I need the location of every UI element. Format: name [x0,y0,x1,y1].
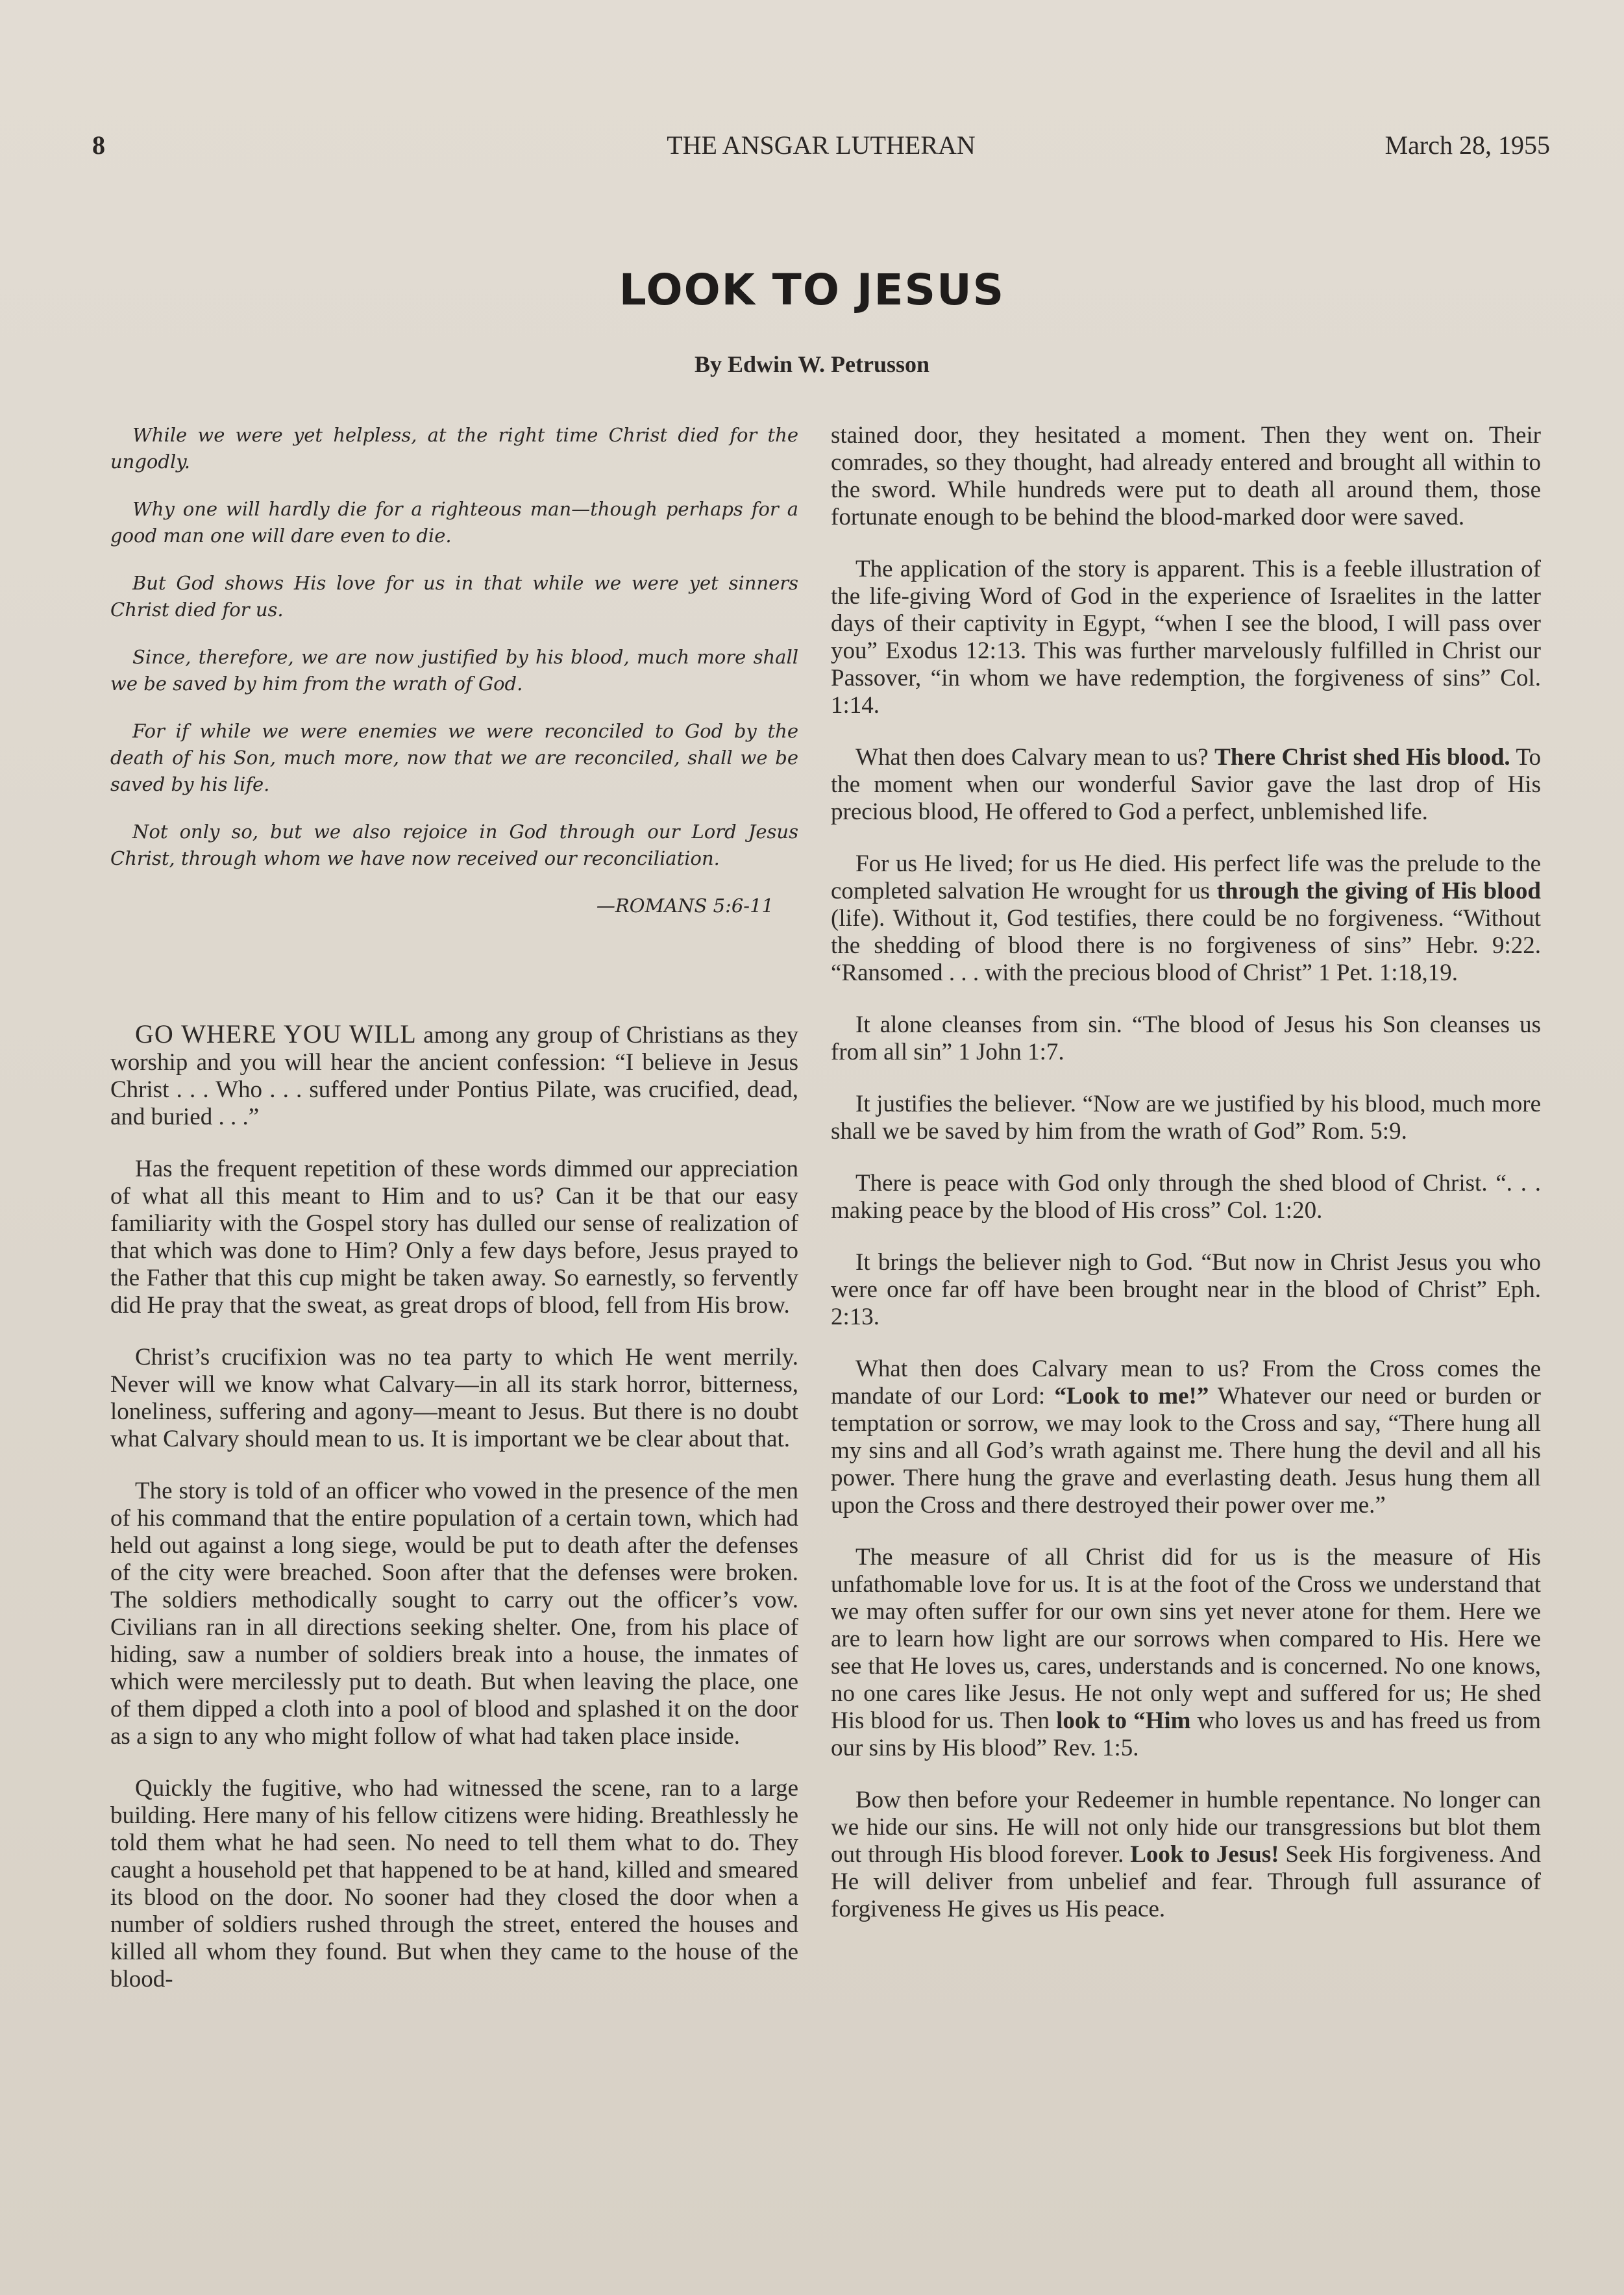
scripture-verse: For if while we were enemies we were reconciled to God by the death of his Son, much more, now that we are reconciled, shall we be saved by his life. [110,720,798,795]
page-header [92,130,1550,175]
bold-text: “Look to me!” [1054,1383,1209,1409]
article-title: LOOK TO JESUS [619,265,1005,315]
paragraph [831,1787,1541,1923]
paragraph: The application of the story is apparent. This is a feeble illustration of the life-giving Word of God in the experience of Israelites in the latter days of their captivity in Egypt, “when I see the blood, I will pass over you” Exodus 12:13. This was further marvelously fulfilled in Christ our Passover, “in whom we have redemption, the forgiveness of sins” Col. 1:14. [831,556,1541,719]
paragraph: stained door, they hesitated a moment. Then they went on. Their comrades, so they thought, had already entered and brought all within to the sword. While hundreds were put to death all around them, those fortunate enough to be behind the blood-marked door were saved. [831,422,1541,530]
paragraph: Christ’s crucifixion was no tea party to which He went merrily. Never will we know what Calvary—in all its stark horror, bitterness, loneliness, suffering and agony—meant to Jesus. But there is no doubt what Calvary should mean to us. It is important we be clear about that. [110,1344,798,1452]
paragraph-text: The measure of all Christ did for us is the measure of His unfathomable love for us. It is at the foot of the Cross we understand that we may often suffer for our own sins yet never atone for them. Here we are to learn how light are our sorrows when compared to His. Here we see that He loves us, cares, understands and is concerned. No one knows, no one cares like Jesus. He not only wept and suffered for us; He shed His blood for us. Then [831,1544,1541,1734]
paragraph-text: among any group of Christians as they worship and you will hear the ancient confession: “I believe in Jesus Christ . . . Who . . . suffered under Pontius Pilate, was crucified, dead, and buried . . .” [110,1022,798,1130]
scripture-verse: But God shows His love for us in that while we were yet sinners Christ died for us. [110,572,798,621]
scripture-quote [110,422,798,940]
paragraph-text: (life). Without it, God testifies, there could be no forgiveness. “Without the shedding of blood there is no forgiveness of sins” Hebr. 9:22. “Ransomed . . . with the precious blood of Christ” 1 Pet. 1:18,19. [831,905,1541,986]
paragraph: It alone cleanses from sin. “The blood of Jesus his Son cleanses us from all sin” 1 John 1:7. [831,1011,1541,1065]
paragraph: It justifies the believer. “Now are we justified by his blood, much more shall we be saved by him from the wrath of God” Rom. 5:9. [831,1091,1541,1145]
page-number: 8 [92,130,105,160]
scripture-verse: Not only so, but we also rejoice in God through our Lord Jesus Christ, through whom we have now received our reconciliation. [110,821,798,869]
bold-text: through the giving of His blood [1216,878,1541,904]
scripture-verse: Why one will hardly die for a righteous man—though perhaps for a good man one will dare even to die. [110,498,798,547]
paragraph-text: Whatever our need or burden or temptation or sorrow, we may look to the Cross and say, “There hung all my sins and all God’s wrath against me. There hung the devil and all his power. There hung the grave and everlasting death. Jesus hung them all upon the Cross and there destroyed their power over me.” [831,1383,1541,1519]
left-column [110,1021,798,2018]
lead-in: GO WHERE YOU WILL [135,1019,417,1048]
paragraph-text: who loves us and has freed us from our sins by His blood” Rev. 1:5. [831,1707,1541,1761]
paragraph-text: To the moment when our wonderful Savior gave the last drop of His precious blood, He offered to God a perfect, unblemished life. [831,744,1541,825]
paragraph: Quickly the fugitive, who had witnessed the scene, ran to a large building. Here many of his fellow citizens were hiding. Breathlessly he told them what he had seen. No need to tell them what to do. They caught a household pet that happened to be at hand, killed and smeared its blood on the door. No sooner had they closed the door when a number of soldiers rushed through the street, entered the houses and killed all whom they found. But when they came to the house of the blood- [110,1775,798,1992]
right-column [831,422,1541,1948]
publication-name: THE ANSGAR LUTHERAN [667,130,976,160]
bold-text: look to “Him [1056,1707,1191,1734]
article-byline: By Edwin W. Petrusson [694,351,930,377]
scripture-verse: Since, therefore, we are now justified by his blood, much more shall we be saved by him from the wrath of God. [110,646,798,695]
paragraph [831,1356,1541,1519]
paragraph: It brings the believer nigh to God. “But now in Christ Jesus you who were once far off have been brought near in the blood of Christ” Eph. 2:13. [831,1249,1541,1330]
scripture-reference: —ROMANS 5:6-11 [596,895,774,917]
paragraph-text: For us He lived; for us He died. His perfect life was the prelude to the completed salvation He wrought for us [831,850,1541,904]
paragraph-text: What then does Calvary mean to us? [855,744,1215,771]
paragraph [831,850,1541,987]
paragraph [110,1021,798,1131]
bold-text: Look to Jesus! [1130,1841,1279,1868]
paragraph-text: Bow then before your Redeemer in humble repentance. No longer can we hide our sins. He will not only hide our transgressions but blot them out through His blood forever. [831,1787,1541,1868]
paragraph-text: What then does Calvary mean to us? From the Cross comes the mandate of our Lord: [831,1356,1541,1409]
scripture-verse: While we were yet helpless, at the right time Christ died for the ungodly. [110,424,798,473]
paragraph: There is peace with God only through the shed blood of Christ. “. . . making peace by the blood of His cross” Col. 1:20. [831,1170,1541,1224]
issue-date: March 28, 1955 [1384,130,1550,160]
paragraph [831,744,1541,826]
paragraph: The story is told of an officer who vowed in the presence of the men of his command that the entire population of a certain town, which had held out against a long siege, would be put to death after the defenses of the city were breached. Soon after that the defenses were broken. The soldiers methodically sought to carry out the officer’s vow. Civilians ran in all directions seeking shelter. One, from his place of hiding, saw a number of soldiers break into a house, the inmates of which were mercilessly put to death. But when leaving the place, one of them dipped a cloth into a pool of blood and splashed it on the door as a sign to any who might follow of what had taken place inside. [110,1478,798,1750]
paragraph: Has the frequent repetition of these words dimmed our appreciation of what all this meant to Him and to us? Can it be that our easy familiarity with the Gospel story has dulled our sense of realization of that which was done to Him? Only a few days before, Jesus prayed to the Father that this cup might be taken away. So earnestly, so fervently did He pray that the sweat, as great drops of blood, fell from His brow. [110,1156,798,1319]
bold-text: There Christ shed His blood. [1214,744,1510,771]
paragraph [831,1544,1541,1762]
paragraph-text: Seek His forgiveness. And He will deliver from unbelief and fear. Through full assurance of forgiveness He gives us His peace. [831,1841,1542,1922]
